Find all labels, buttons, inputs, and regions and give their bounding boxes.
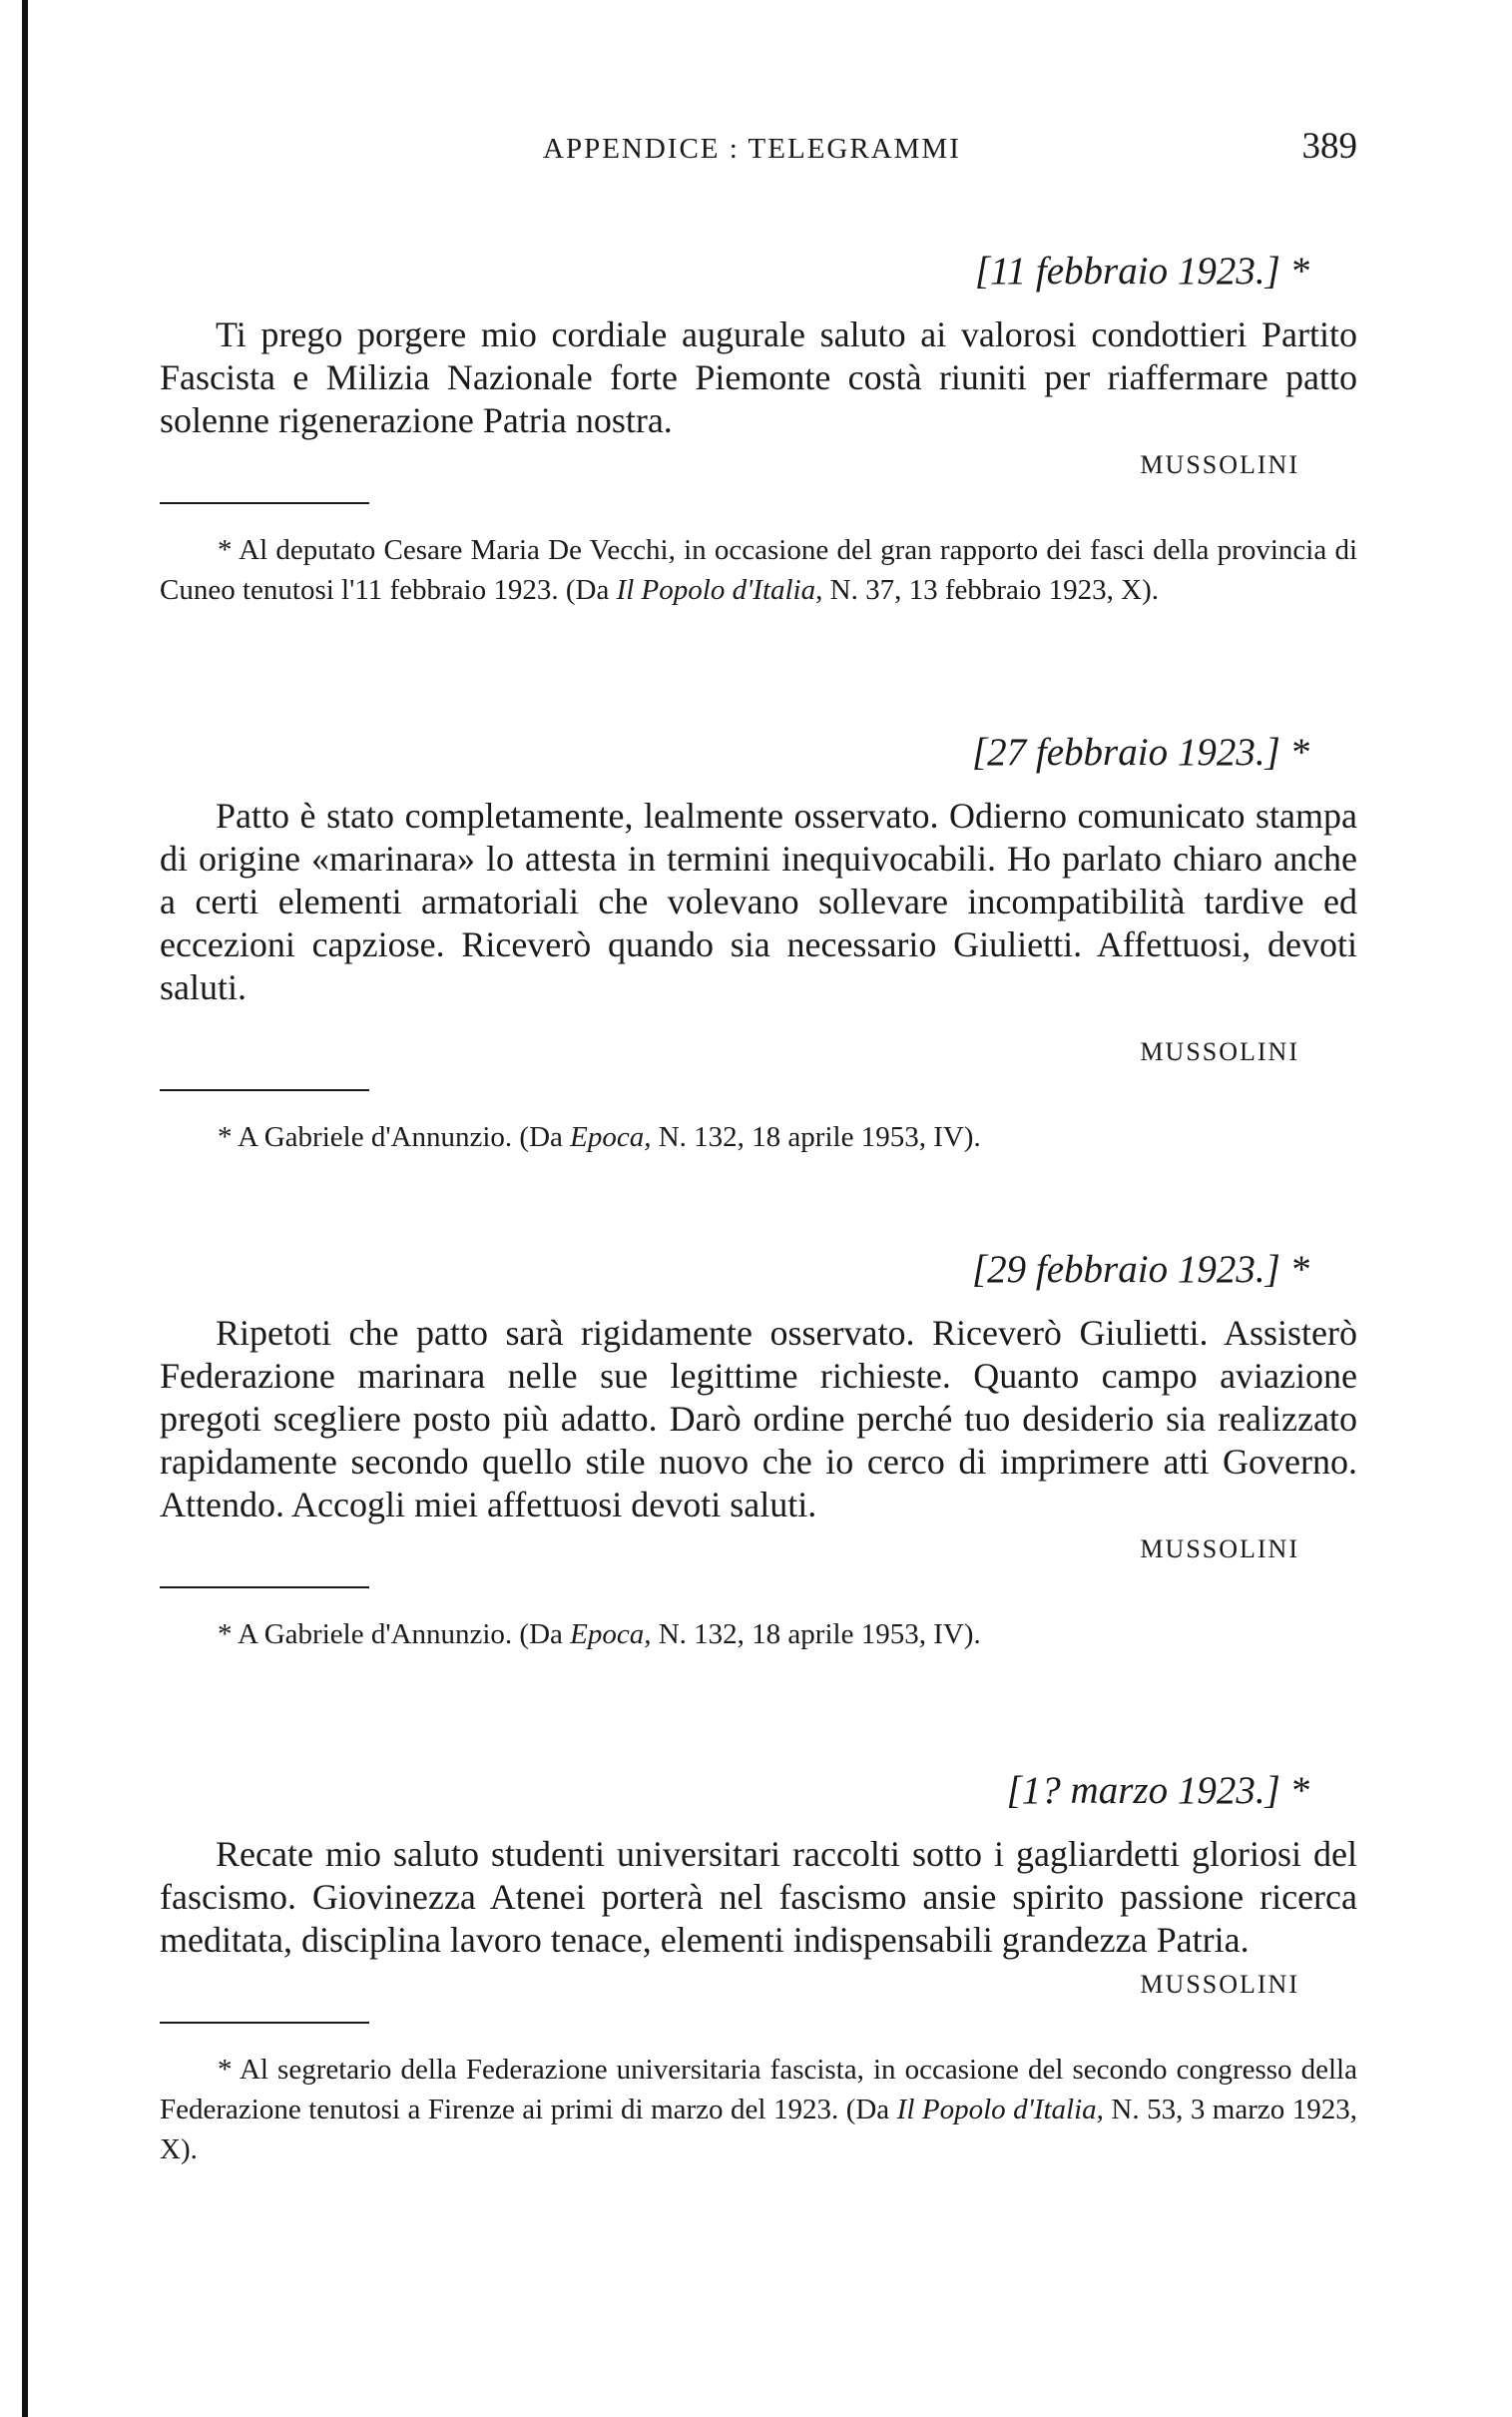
telegram-date: [1? marzo 1923.] * — [1006, 1769, 1309, 1812]
footnote — [160, 2050, 1357, 2169]
footnote-text: * A Gabriele d'Annunzio. (Da — [218, 1121, 571, 1153]
telegram-date: [11 febbraio 1923.] * — [974, 250, 1309, 293]
telegram-entry — [160, 246, 1357, 610]
document-page — [160, 0, 1357, 2417]
signature: MUSSOLINI — [1140, 1534, 1299, 1563]
page-binding-edge — [22, 0, 28, 2417]
telegram-body: Ripetoti che patto sarà rigidamente osservato. Riceverò Giulietti. Assisterò Federazione marinara nelle sue legittime richieste. Quanto campo aviazione pregoti scegliere posto più adatto. Darò ordine perché tuo desiderio sia realizzato rapidamente secondo quello stile nuovo che io cerco di imprimere atti Governo. Attendo. Accogli miei affettuosi devoti saluti. — [160, 1313, 1357, 1524]
running-header — [160, 125, 1357, 175]
footnote-source: Epoca, — [570, 1618, 652, 1650]
footnote-source: Il Popolo d'Italia, — [896, 2094, 1104, 2125]
footnote — [160, 1117, 1357, 1157]
telegram-entry — [160, 1765, 1357, 2169]
footnote-text: N. 37, 13 febbraio 1923, X). — [822, 574, 1160, 606]
signature: MUSSOLINI — [1140, 1037, 1299, 1066]
footnote-text: N. 132, 18 aprile 1953, IV). — [651, 1121, 981, 1153]
telegram-entry — [160, 727, 1357, 1157]
telegram-body: Patto è stato completamente, lealmente osservato. Odierno comunicato stampa di origine «marinara» lo attesta in termini inequivocabili. Ho parlato chiaro anche a certi elementi armatoriali che volevano sollevare incompatibilità tardive ed eccezioni capziose. Riceverò quando sia necessario Giulietti. Affettuosi, devoti saluti. — [160, 796, 1357, 1007]
footnote-rule — [160, 1586, 369, 1588]
footnote-text: * Al segretario della Federazione universitaria fascista, in occasione del secondo congresso della Federazione tenutosi a Firenze ai primi di marzo del 1923. (Da — [160, 2054, 1357, 2125]
footnote-rule — [160, 1089, 369, 1091]
telegram-entry — [160, 1244, 1357, 1654]
telegram-date: [27 febbraio 1923.] * — [971, 731, 1309, 774]
signature: MUSSOLINI — [1140, 450, 1299, 479]
footnote-source: Epoca, — [570, 1121, 652, 1153]
footnote-text: * A Gabriele d'Annunzio. (Da — [218, 1618, 571, 1650]
footnote-rule — [160, 2022, 369, 2024]
telegram-body: Ti prego porgere mio cordiale augurale saluto ai valorosi condottieri Partito Fascista e Milizia Nazionale forte Piemonte costà riuniti per riaffermare patto solenne rigenerazione Patria nostra. — [160, 314, 1357, 440]
page-number: 389 — [1301, 126, 1357, 167]
telegram-body: Recate mio saluto studenti universitari raccolti sotto i gagliardetti gloriosi del fascismo. Giovinezza Atenei porterà nel fascismo ansie spirito passione ricerca meditata, disciplina lavoro tenace, elementi indispensabili grandezza Patria. — [160, 1834, 1357, 1960]
telegram-date: [29 febbraio 1923.] * — [971, 1248, 1309, 1291]
footnote — [160, 1614, 1357, 1654]
header-title: APPENDICE : TELEGRAMMI — [543, 133, 961, 165]
footnote-source: Il Popolo d'Italia, — [616, 574, 823, 606]
footnote-text: N. 132, 18 aprile 1953, IV). — [651, 1618, 981, 1650]
footnote-text: * Al deputato Cesare Maria De Vecchi, in occasione del gran rapporto dei fasci della provincia di Cuneo tenutosi l'11 febbraio 1923. (Da — [160, 534, 1357, 606]
footnote-text: N. 53, 3 marzo 1923, X). — [160, 2094, 1357, 2165]
signature: MUSSOLINI — [1140, 1970, 1299, 1999]
footnote — [160, 530, 1357, 610]
footnote-rule — [160, 502, 369, 504]
